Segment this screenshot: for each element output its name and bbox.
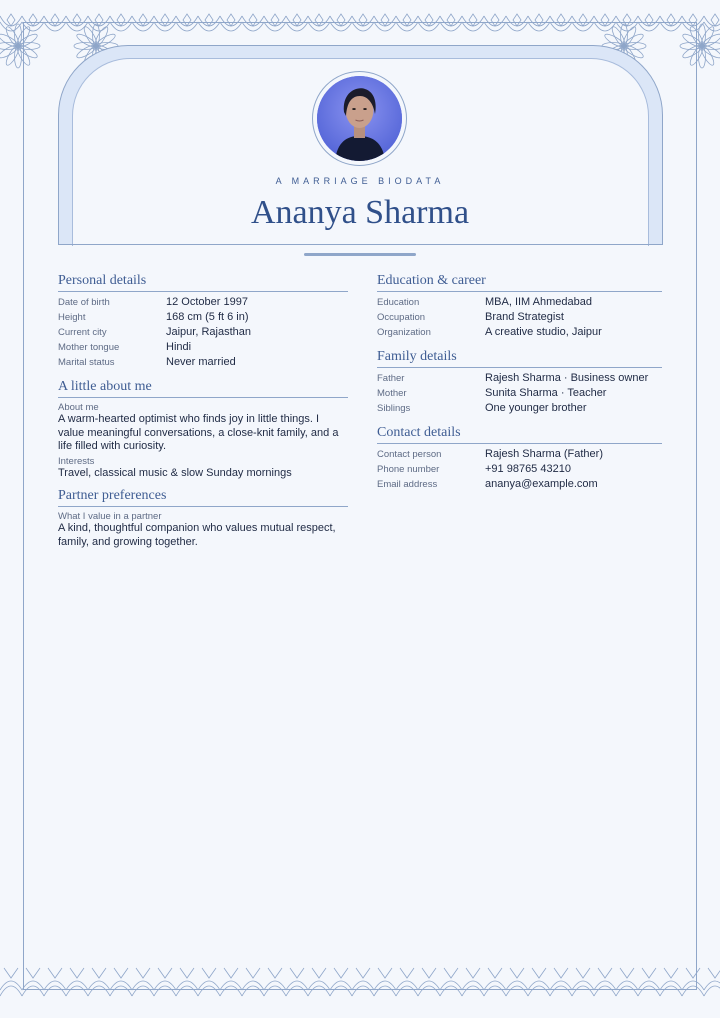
about-section: [58, 379, 348, 480]
detail-row: [377, 326, 662, 341]
detail-row: [377, 311, 662, 326]
detail-value: Sunita Sharma · Teacher: [485, 387, 607, 399]
partner-value: A kind, thoughtful companion who values mutual respect, family, and growing together.: [58, 522, 336, 548]
detail-value: One younger brother: [485, 402, 587, 414]
detail-row: [58, 341, 348, 356]
detail-row: [377, 463, 662, 478]
detail-label: Organization: [377, 327, 431, 338]
arch-base-line: [58, 244, 663, 245]
detail-label: Phone number: [377, 464, 440, 475]
detail-row: [58, 296, 348, 311]
interests-value: Travel, classical music & slow Sunday mornings: [58, 466, 292, 479]
detail-row: [58, 326, 348, 341]
detail-row: [377, 402, 662, 417]
detail-value: Rajesh Sharma (Father): [485, 448, 603, 460]
detail-value: Jaipur, Rajasthan: [166, 326, 251, 338]
section-title: Partner preferences: [58, 488, 348, 507]
section-title: Family details: [377, 349, 662, 368]
detail-value: Brand Strategist: [485, 311, 564, 323]
detail-label: Father: [377, 373, 405, 384]
left-column: [58, 273, 348, 557]
detail-value: Rajesh Sharma · Business owner: [485, 372, 649, 384]
detail-label: Education: [377, 297, 420, 308]
right-column: [377, 273, 662, 501]
detail-row: [377, 478, 662, 493]
education-career-section: [377, 273, 662, 341]
profile-photo: [317, 76, 402, 161]
detail-label: Siblings: [377, 403, 411, 414]
detail-label: Mother: [377, 388, 407, 399]
scallop-border-bottom: [0, 962, 720, 1002]
personal-details-section: [58, 273, 348, 371]
detail-row: [377, 372, 662, 387]
family-details-section: [377, 349, 662, 417]
detail-value: Never married: [166, 356, 236, 368]
section-title: Education & career: [377, 273, 662, 292]
detail-label: Mother tongue: [58, 342, 120, 353]
detail-value: 12 October 1997: [166, 296, 248, 308]
detail-value: 168 cm (5 ft 6 in): [166, 311, 249, 323]
detail-value: +91 98765 43210: [485, 463, 571, 475]
partner-preferences-section: [58, 488, 348, 549]
name-underline: [304, 253, 416, 256]
detail-label: Date of birth: [58, 297, 110, 308]
detail-value: ananya@example.com: [485, 478, 598, 490]
detail-value: A creative studio, Jaipur: [485, 326, 602, 338]
detail-label: Contact person: [377, 449, 442, 460]
detail-label: Marital status: [58, 357, 115, 368]
biodata-eyebrow: A MARRIAGE BIODATA: [275, 176, 445, 186]
about-value: A warm-hearted optimist who finds joy in little things. I value meaningful conversations, a close-knit family, and a life filled with curiosity.: [58, 413, 339, 452]
detail-row: [58, 356, 348, 371]
partner-label: What I value in a partner: [58, 511, 162, 522]
section-title: A little about me: [58, 379, 348, 398]
person-name: Ananya Sharma: [250, 194, 470, 231]
section-title: Personal details: [58, 273, 348, 292]
detail-row: [58, 311, 348, 326]
detail-value: MBA, IIM Ahmedabad: [485, 296, 592, 308]
detail-value: Hindi: [166, 341, 192, 353]
section-title: Contact details: [377, 425, 662, 444]
detail-label: Current city: [58, 327, 107, 338]
detail-label: Height: [58, 312, 86, 323]
detail-label: Occupation: [377, 312, 426, 323]
detail-row: [377, 387, 662, 402]
contact-details-section: [377, 425, 662, 493]
detail-label: Email address: [377, 479, 438, 490]
interests-label: Interests: [58, 455, 95, 467]
detail-row: [377, 296, 662, 311]
detail-row: [377, 448, 662, 463]
about-label: About me: [58, 402, 99, 413]
